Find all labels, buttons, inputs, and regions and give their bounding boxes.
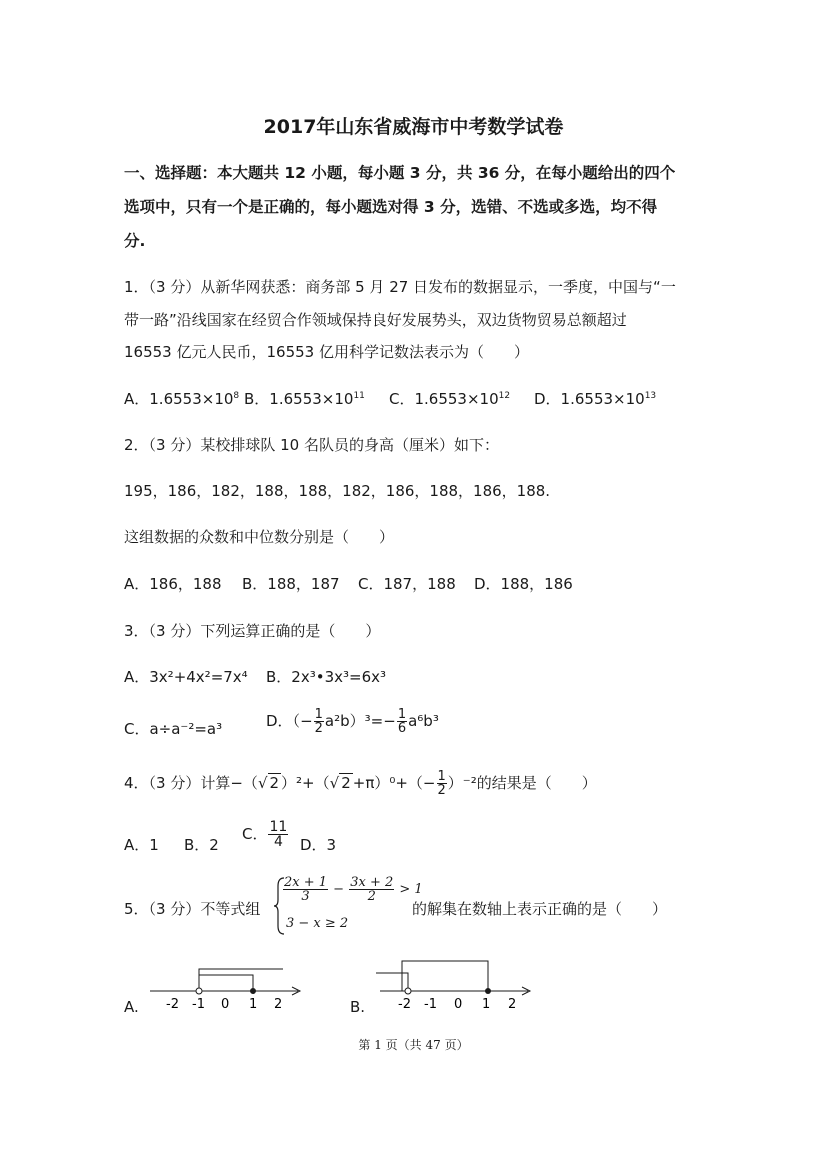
q2-line3: 这组数据的众数和中位数分别是（ ） — [124, 528, 395, 546]
q3-option-d[interactable]: D．（− $\frac{1}{2}$ a²b）³=− $\frac{1}{6}$ a⁶b³ — [266, 707, 439, 736]
q4-stem: 4．（3 分）计算−（√ 2 ）²+（√ 2 +π）⁰+（− $\frac{1}{2}$ ）⁻²的结果是（ ） — [124, 769, 597, 798]
q1-line2: 带一路”沿线国家在经贸合作领域保持良好发展势头，双边货物贸易总额超过 — [124, 311, 627, 329]
q2-option-b[interactable]: B．188，187 — [242, 575, 340, 593]
axis-tick-label: 0 — [454, 997, 463, 1012]
page-title: 2017年山东省威海市中考数学试卷 — [263, 116, 564, 138]
q2-option-a[interactable]: A．186，188 — [124, 575, 222, 593]
q5-option-a-number-line[interactable] — [148, 960, 308, 1016]
q1-option-a[interactable]: A．$1.6553\times 10^8$ — [124, 390, 240, 408]
axis-tick-label: -1 — [192, 997, 205, 1012]
q3-option-b[interactable]: B．2x³•3x³=6x³ — [266, 668, 387, 686]
q1-line1: 1．（3 分）从新华网获悉：商务部 5 月 27 日发布的数据显示，一季度，中国与“一 — [124, 278, 676, 296]
q5-inequality-1: $\frac{2x + 1}{3}$ − $\frac{3x + 2}{2}$ > 1 — [284, 875, 423, 904]
q5-option-b-number-line[interactable] — [372, 960, 536, 1016]
q2-option-d[interactable]: D．188，186 — [474, 575, 573, 593]
q4-option-a[interactable]: A．1 — [124, 836, 159, 854]
q4-option-b[interactable]: B．2 — [184, 836, 219, 854]
q2-option-c[interactable]: C．187，188 — [358, 575, 456, 593]
axis-tick-label: 2 — [274, 997, 283, 1012]
axis-tick-label: 1 — [482, 997, 491, 1012]
q3-option-a[interactable]: A．3x²+4x²=7x⁴ — [124, 668, 248, 686]
q3-stem: 3．（3 分）下列运算正确的是（ ） — [124, 622, 381, 640]
q4-option-c[interactable]: C． $\frac{11}{4}$ — [242, 819, 288, 850]
section-heading-line1: 一、选择题：本大题共 12 小题，每小题 3 分，共 36 分，在每小题给出的四个 — [124, 164, 676, 182]
q5-option-b-label[interactable]: B. — [350, 998, 366, 1016]
q3-option-c[interactable]: C．a÷a⁻²=a³ — [124, 720, 223, 738]
axis-tick-label: -2 — [398, 997, 411, 1012]
section-heading-line3: 分. — [124, 232, 146, 250]
q1-option-d[interactable]: D．$1.6553\times 10^{13}$ — [534, 390, 657, 408]
q1-line3: 16553 亿元人民币，16553 亿用科学记数法表示为（ ） — [124, 343, 529, 361]
q5-stem-suffix: 的解集在数轴上表示正确的是（ ） — [412, 900, 668, 918]
section-heading-line2: 选项中，只有一个是正确的，每小题选对得 3 分，选错、不选或多选，均不得 — [124, 198, 658, 216]
axis-tick-label: -2 — [166, 997, 179, 1012]
q5-inequality-2: 3 − x ≥ 2 — [286, 916, 349, 931]
q1-option-c[interactable]: C．$1.6553\times 10^{12}$ — [389, 390, 511, 408]
q2-data: 195，186，182，188，188，182，186，188，186，188. — [124, 482, 551, 500]
q2-line1: 2．（3 分）某校排球队 10 名队员的身高（厘米）如下： — [124, 436, 499, 454]
axis-tick-label: 1 — [249, 997, 258, 1012]
q5-stem-prefix: 5．（3 分）不等式组 — [124, 900, 261, 918]
q4-option-d[interactable]: D．3 — [300, 836, 337, 854]
page-footer: 第 1 页（共 47 页） — [358, 1038, 469, 1052]
axis-tick-label: 0 — [221, 997, 230, 1012]
q1-option-b[interactable]: B．$1.6553\times 10^{11}$ — [244, 390, 365, 408]
axis-tick-label: 2 — [508, 997, 517, 1012]
q5-option-a-label[interactable]: A. — [124, 998, 139, 1016]
axis-tick-label: -1 — [424, 997, 437, 1012]
